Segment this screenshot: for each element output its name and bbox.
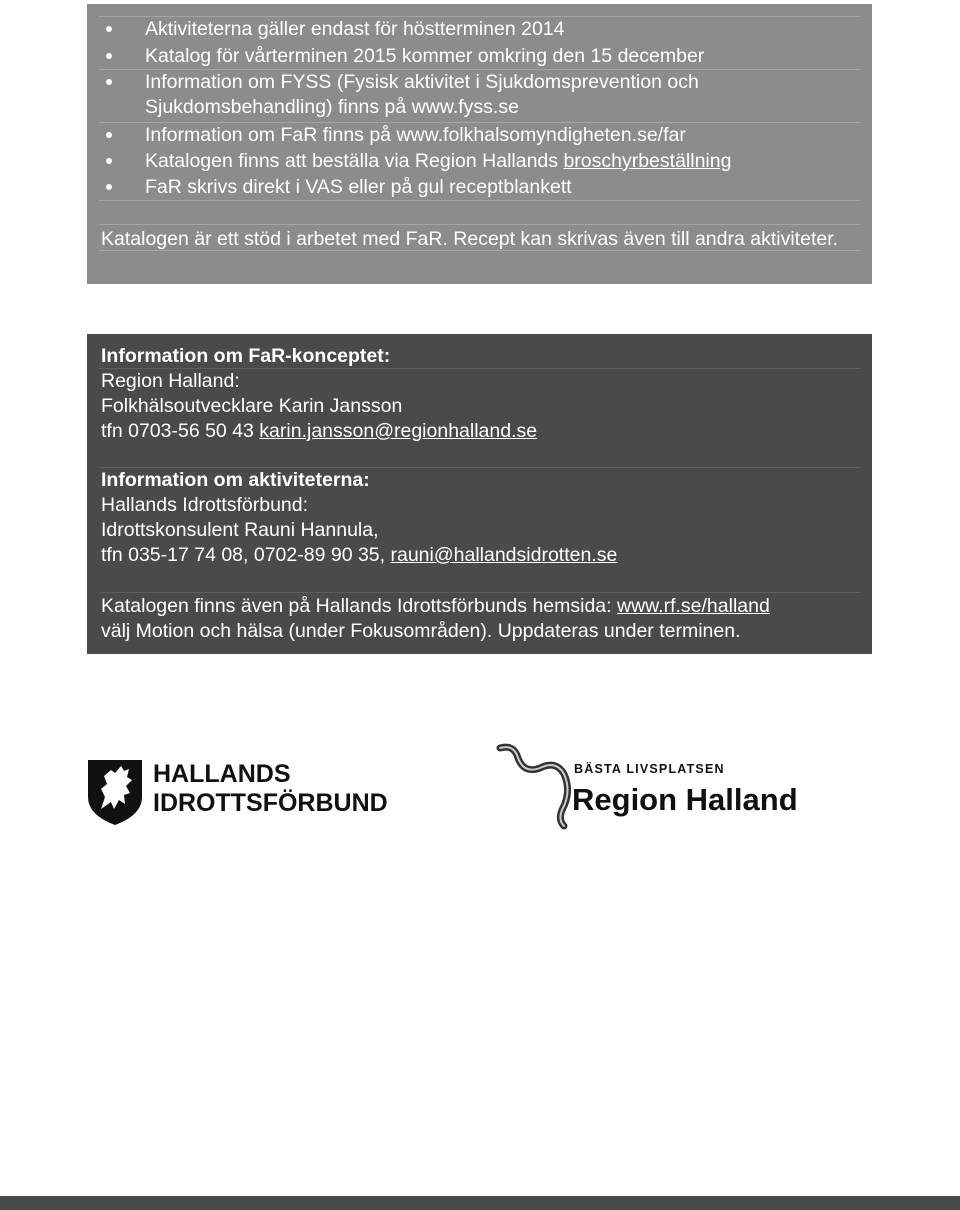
divider xyxy=(99,592,860,593)
divider xyxy=(99,224,860,225)
bullet-item xyxy=(87,69,872,95)
catalog-text: Katalogen finns även på Hallands Idrottsförbunds hemsida: xyxy=(101,595,617,617)
activities-org: Hallands Idrottsförbund: xyxy=(101,494,309,516)
bullet-text: FaR skrivs direkt i VAS eller på gul receptblankett xyxy=(145,176,572,198)
footer-bar xyxy=(0,1196,960,1210)
far-heading: Information om FaR-konceptet: xyxy=(101,345,391,367)
far-email-link[interactable]: karin.jansson@regionhalland.se xyxy=(259,420,538,442)
bullet-text: Sjukdomsbehandling) finns på www.fyss.se xyxy=(145,96,519,118)
catalog-line xyxy=(101,594,770,619)
region-halland-logo xyxy=(494,740,814,830)
region-halland-name: Region Halland xyxy=(572,782,798,817)
catalog-line-2: välj Motion och hälsa (under Fokusområden). Uppdateras under terminen. xyxy=(101,620,741,642)
bullet-text: Information om FYSS (Fysisk aktivitet i Sjukdomsprevention och xyxy=(145,71,699,93)
activities-person: Idrottskonsulent Rauni Hannula, xyxy=(101,519,379,541)
note-text: Katalogen är ett stöd i arbetet med FaR. Recept kan skrivas även till andra aktiviteter. xyxy=(101,228,839,250)
far-person: Folkhälsoutvecklare Karin Jansson xyxy=(101,395,403,417)
catalog-link[interactable]: www.rf.se/halland xyxy=(617,595,770,617)
info-box-top xyxy=(87,4,872,284)
activities-contact-line xyxy=(101,543,617,568)
bullet-icon xyxy=(106,184,112,190)
broschyrbestallning-link[interactable]: broschyrbeställning xyxy=(563,150,732,172)
hif-line1: HALLANDS xyxy=(153,760,291,788)
divider xyxy=(99,200,860,201)
bullet-continuation xyxy=(87,94,872,120)
bullet-icon xyxy=(106,53,112,59)
activities-email-link[interactable]: rauni@hallandsidrotten.se xyxy=(390,544,618,566)
region-halland-emblem-icon xyxy=(500,747,568,826)
bullet-icon xyxy=(106,158,112,164)
bullet-icon xyxy=(106,26,112,32)
bullet-item xyxy=(87,148,872,174)
bullet-item xyxy=(87,16,872,42)
bullet-text: Information om FaR finns på www.folkhalsomyndigheten.se/far xyxy=(145,124,686,146)
bullet-item xyxy=(87,43,872,69)
bullet-item xyxy=(87,122,872,148)
activities-heading: Information om aktiviteterna: xyxy=(101,469,370,491)
bullet-text: Katalogen finns att beställa via Region Hallands broschyrbeställning xyxy=(145,150,732,172)
far-phone: tfn 0703-56 50 43 xyxy=(101,420,260,442)
far-contact-line xyxy=(101,419,537,444)
hif-line2: IDROTTSFÖRBUND xyxy=(153,789,388,817)
folkhalsomyndigheten-link[interactable]: www.folkhalsomyndigheten.se/far xyxy=(396,124,686,146)
bullet-text: Aktiviteterna gäller endast för höstterminen 2014 xyxy=(145,18,565,40)
fyss-link[interactable]: www.fyss.se xyxy=(411,96,519,118)
bullet-text: Katalog för vårterminen 2015 kommer omkring den 15 december xyxy=(145,45,705,67)
bullet-icon xyxy=(106,79,112,85)
contact-box xyxy=(87,334,872,654)
far-org: Region Halland: xyxy=(101,370,240,392)
bullet-item xyxy=(87,174,872,200)
region-halland-tagline: BÄSTA LIVSPLATSEN xyxy=(574,762,725,776)
bullet-icon xyxy=(106,132,112,138)
hallands-idrottsforbund-logo xyxy=(87,757,417,827)
activities-phone: tfn 035-17 74 08, 0702-89 90 35, xyxy=(101,544,391,566)
